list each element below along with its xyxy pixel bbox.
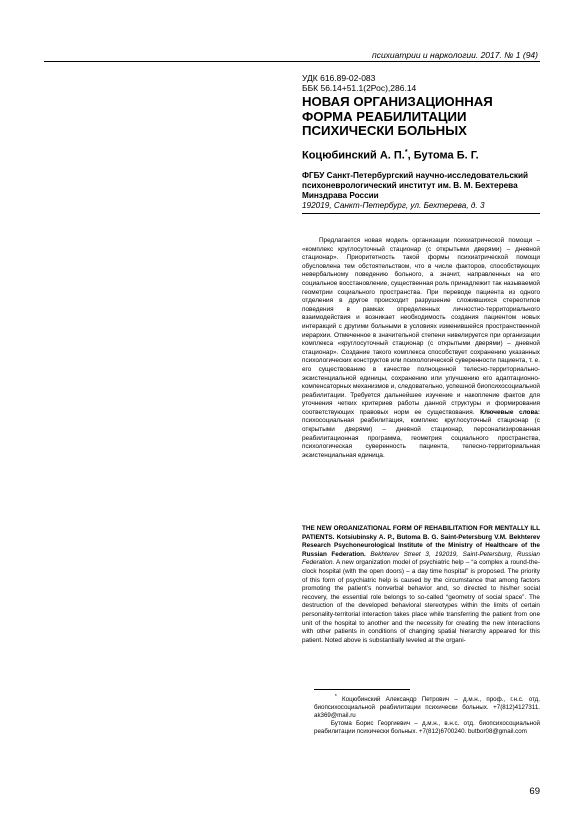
- footnote-1-mark: *: [334, 694, 337, 700]
- author-2: , Бутома Б. Г.: [407, 149, 479, 162]
- address-divider: [302, 213, 540, 214]
- author-1: Коцюбинский А. П.: [302, 149, 405, 162]
- keywords-list: психосоциальная реабилитация, комплекс круглосуточный стационар (с открытыми дверями) – дневной стационар, персонализированная реабилитационная программа, геометрия социального пространства, психологическая суверенность пациента, телесно-территориальная экзистенциальная единица.: [302, 417, 540, 459]
- abstract-en-body: A new organization model of psychiatric help – “a complex a round-the-clock hospital (with the open doors) – a day time hospital” is proposed. The priority of this form of psychiatric help is caused by the circumstance that among factors promoting the patient’s nonverbal behavior and, so directed to his/her social recovery, the essential role belongs to so-called “geometry of social space”. The destruction of the developed behavioral stereotypes within the limits of certain personality-territorial interaction takes place while transferring the patient from one unit of the hospital to another and the necessity for creating the new interactions with other patients in conditions of changing spatial hierarchy appeared for this patient. Noted above is substantially leveled at the organi-: [302, 559, 540, 644]
- page-number: 69: [529, 786, 540, 797]
- abstract-en-authors: Kotsiubinsky A. P., Butoma B. G.: [336, 533, 439, 541]
- abstract-russian: [302, 237, 540, 520]
- article-title: НОВАЯ ОРГАНИЗАЦИОННАЯ ФОРМА РЕАБИЛИТАЦИИ ПСИХИЧЕСКИ БОЛЬНЫХ: [302, 94, 493, 138]
- footnote-2-text: Бутома Борис Георгиевич – д.м.н., в.н.с. отд. биопсихосоциальной реабилитации психически больных. +7(812)6700240. butbor08@gmail.com: [314, 720, 540, 736]
- abstract-en-title: THE NEW ORGANIZATIONAL FORM OF REHABILITATION FOR MENTALLY ILL PATIENTS.: [302, 525, 540, 541]
- footnote-divider: [314, 689, 410, 690]
- institution-address: 192019, Санкт-Петербург, ул. Бехтерева, д. 3: [302, 201, 485, 210]
- abstract-ru-body: Предлагается новая модель организации психиатрической помощи – «комплекс круглосуточный стационар (с открытыми дверями) – дневной стационар». Приоритетность такой формы психиатрической помощи обусловлена тем обстоятельством, что в числе факторов, способствующих невербальному поведению больного, а значит, направленных на его социальное восстановление, существенная роль принадлежит так называемой геометрии социального пространства. При переводе пациента из одного отделения в другое происходит разрушение сложившихся стереотипов поведения в рамках определенных личностно-территориального взаимодействия и возникает необходимость создания пациентом новых интеракций с другими больными в условиях изменившейся пространственной иерархии. Отмеченное в значительной степени нивелируется при организации комплекса «круглосуточный стационар (с открытыми дверями) – дневной стационар». Создание такого комплекса способствует сохранению указанных психологических конструктов или психологической суверенности пациента, т. е. его существованию в качестве полноценной телесно-территориально-экзистенциальной единицы, сохранению или улучшению его адаптационно-компенсаторных механизмов и, следовательно, успешной биопсихосоциальной реабилитации. Требуется дальнейшее изучение и накопление фактов для уточнения четких критериев работы данной структуры и формирования соответствующих правовых норм ее существования.: [302, 237, 540, 416]
- bbk-code: ББК 56.14+51.1(2Рос),286.14: [302, 83, 417, 93]
- footnote-2: [314, 720, 540, 736]
- author-footnote-mark: *: [404, 149, 408, 156]
- running-header: психиатрии и наркологии. 2017. № 1 (94): [372, 50, 538, 60]
- abstract-english: [302, 525, 540, 660]
- footnote-1: [314, 693, 540, 721]
- footnote-1-text: Коцюбинский Александр Петрович – д.м.н., проф., г.н.с. отд. биопсихосоциальной реабилитации психически больных. +7(812)4127311. ak369@mail.ru: [314, 696, 540, 720]
- abstract-en-institution: Saint-Petersburg V.M. Bekhterev Research Psychoneurological Institute of the Ministry of Healthcare of the Russian Federation.: [302, 533, 540, 558]
- article-authors: [302, 146, 540, 163]
- keywords-label: Ключевые слова:: [480, 408, 540, 416]
- header-divider: [44, 61, 540, 62]
- udc-code: УДК 616.89-02-083: [302, 73, 376, 83]
- abstract-en-address: Bekhterev Street 3, 192019, Saint-Petersburg, Russian Federation.: [302, 550, 540, 567]
- institution: ФГБУ Санкт-Петербургский научно-исследовательский психоневрологический институт им. В. М. Бехтерева Минздрава России: [302, 171, 529, 200]
